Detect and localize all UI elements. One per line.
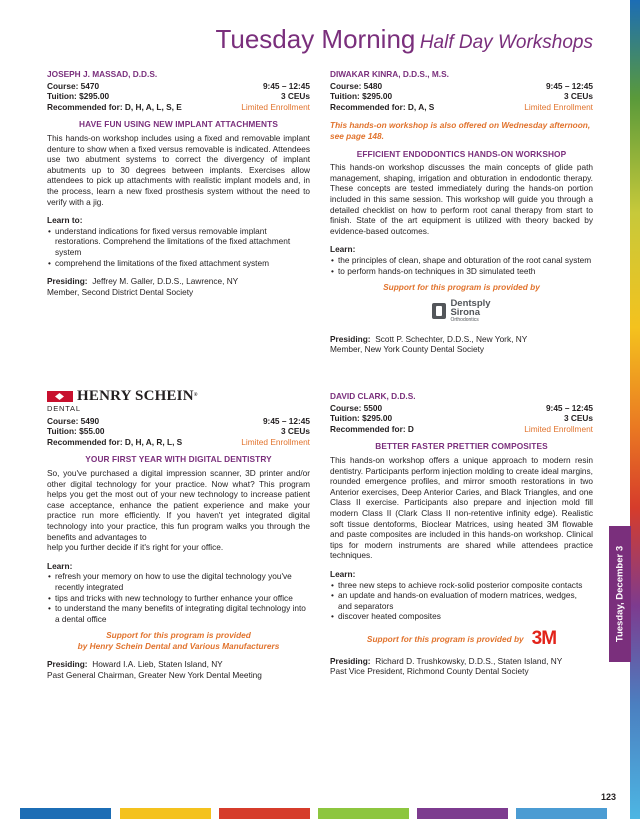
- learn-item: • an update and hands-on evaluation of modern matrices, wedges, and separators: [330, 590, 593, 611]
- learn-item: • the principles of clean, shape and obturation of the root canal system: [330, 255, 593, 266]
- instructor-name: DAVID CLARK, D.D.S.: [330, 391, 416, 401]
- limited-enrollment: Limited Enrollment: [241, 101, 310, 112]
- learn-title: Learn to:: [47, 215, 83, 226]
- page-title-sub: Half Day Workshops: [419, 32, 593, 53]
- course-time: 9:45 – 12:45: [262, 415, 310, 426]
- color-edge-strip: [630, 0, 640, 819]
- henry-schein-logo-text: [77, 388, 198, 405]
- ceus: 3 CEUs: [563, 91, 593, 102]
- support-note: [47, 630, 310, 651]
- day-side-tab-label: Tuesday, December 3: [614, 545, 626, 643]
- learn-title: Learn:: [47, 560, 73, 571]
- support-note: Support for this program is provided by: [383, 282, 540, 293]
- instructor-name: DIWAKAR KINRA, D.D.S., M.S.: [330, 69, 449, 79]
- limited-enrollment: Limited Enrollment: [241, 436, 310, 447]
- support-line-1: Support for this program is provided: [106, 630, 251, 641]
- learn-item: • discover heated composites: [330, 611, 593, 622]
- footer-color-bar: [219, 808, 310, 819]
- tuition: Tuition: $295.00: [330, 91, 393, 102]
- course-number: Course: 5480: [330, 80, 383, 91]
- course-row: [47, 81, 310, 92]
- course-time: 9:45 – 12:45: [262, 80, 310, 91]
- orthodontics-word: Orthodontics: [450, 316, 479, 323]
- course-row: [330, 403, 593, 414]
- workshop-heading: EFFICIENT ENDODONTICS HANDS-ON WORKSHOP: [356, 148, 567, 159]
- learn-list: [47, 571, 310, 624]
- footer-color-bar: [417, 808, 508, 819]
- presiding-name: Jeffrey M. Galler, D.D.S., Lawrence, NY: [92, 276, 239, 287]
- recommended-row: [47, 102, 310, 113]
- presiding-title: Past General Chairman, Greater New York Dental Meeting: [47, 670, 262, 681]
- learn-title: Learn:: [330, 244, 356, 255]
- course-number: Course: 5490: [47, 415, 100, 426]
- course-row: [47, 416, 310, 427]
- limited-enrollment: Limited Enrollment: [524, 423, 593, 434]
- course-time: 9:45 – 12:45: [545, 402, 593, 413]
- support-note: Support for this program is provided by: [366, 633, 524, 644]
- tuition: Tuition: $295.00: [330, 413, 393, 424]
- day-side-tab: [609, 526, 631, 662]
- ceus: 3 CEUs: [563, 413, 593, 424]
- presiding-title: Member, New York County Dental Society: [330, 344, 485, 355]
- footer-color-bar: [20, 808, 111, 819]
- tuition-row: [330, 91, 593, 102]
- learn-list: [330, 580, 593, 622]
- presiding-label: Presiding:: [330, 655, 371, 666]
- page-title: [215, 24, 593, 55]
- workshop-clark: [330, 391, 593, 677]
- dentsply-sirona-logo: [330, 299, 593, 324]
- workshop-henry-schein: [47, 388, 310, 681]
- presiding: [330, 334, 593, 355]
- presiding-name: Howard I.A. Lieb, Staten Island, NY: [92, 659, 223, 670]
- instructor-name: JOSEPH J. MASSAD, D.D.S.: [47, 69, 158, 79]
- recommended-row: [330, 424, 593, 435]
- learn-item: • to understand the many benefits of integrating digital technology into a dental office: [47, 603, 310, 624]
- page-number: 123: [601, 792, 617, 802]
- presiding-title: Past Vice President, Richmond County Dental Society: [330, 666, 529, 677]
- henry-schein-dental: DENTAL: [47, 404, 81, 413]
- also-offered-note: This hands-on workshop is also offered on Wednesday afternoon, see page 148.: [330, 120, 591, 141]
- course-number: Course: 5500: [330, 402, 383, 413]
- workshop-massad: [47, 69, 310, 297]
- workshop-description: This hands-on workshop includes using a fixed and removable implant denture to show when a fixed versus removable is indicated. Attendees use two abutment systems to correct the divergency of implant abutments up to 30 degrees between implants. Exercises allow attendees to pick up attachments with realistic implant models and, in the process, learn a new fixed prosthesis system without the need to verify with a jig.: [47, 132, 310, 207]
- learn-item: • understand indications for fixed versus removable implant restorations. Comprehend the limitations of the fixed attachment system: [47, 226, 310, 258]
- workshop-heading: YOUR FIRST YEAR WITH DIGITAL DENTISTRY: [85, 454, 272, 465]
- recommended-for: Recommended for: D, H, A, R, L, S: [47, 436, 183, 447]
- presiding-name: Scott P. Schechter, D.D.S., New York, NY: [375, 333, 528, 344]
- tuition: Tuition: $55.00: [47, 426, 105, 437]
- workshop-description: So, you've purchased a digital impression scanner, 3D printer and/or other digital technology for your practice. Now what? This program helps you get the most out of your new technology to increase patient case acceptance, enhance the patient experience and make your practice run more efficiently. If you haven't yet integrated digital technology into your practice, this fun program walks you through the benefits and advantages to: [47, 467, 310, 542]
- learn-item: • tips and tricks with new technology to further enhance your office: [47, 593, 310, 604]
- workshop-kinra: [330, 69, 593, 355]
- page-title-main: Tuesday Morning: [215, 24, 416, 54]
- footer-color-bar: [318, 808, 409, 819]
- dentsply-logo-icon: [432, 303, 446, 319]
- recommended-row: [330, 102, 593, 113]
- learn-title: Learn:: [330, 568, 356, 579]
- support-note-3m: [330, 627, 593, 649]
- presiding: [47, 276, 310, 297]
- tuition: Tuition: $295.00: [47, 91, 110, 102]
- tuition-row: [47, 426, 310, 437]
- workshop-heading: BETTER FASTER PRETTIER COMPOSITES: [375, 441, 548, 452]
- registered-mark: ®: [193, 393, 198, 399]
- footer-color-bar: [120, 808, 211, 819]
- henry-schein-name: HENRY SCHEIN: [77, 388, 194, 405]
- tuition-row: [330, 413, 593, 424]
- workshop-description: This hands-on workshop offers a unique approach to modern resin dentistry. Participants perform injection molding to create ideal margins, rounded emergence profiles, and mirror smooth restorations in two Anterior exercises, Deep Anterior Caries, and Black Triangles, and one Class II exercise. Participants also prepare and injection mold fill modern Class II (Clark Class II non-retentive infinity edge). Realistic soft tissue dentoforms, Bioclear Matrices, using heated 3M flowable and paste composites are included in this hands-on workshop. Clinical tips for modern instruments are shared while attendees practice techniques.: [330, 454, 593, 561]
- learn-list: [47, 226, 310, 268]
- sirona-word: Sirona: [450, 306, 480, 318]
- workshop-description: This hands-on workshop discusses the main concepts of glide path management, shaping, irrigation and obturation in endodontic therapy. These concepts are tested immediately during the hands-on portion included in this same session. This workshop will guide you through a detailed checklist on how to perform root canal therapy from start to finish. State of the art equipment is utilized with theory backed by evidence-based outcomes.: [330, 162, 593, 236]
- presiding-name: Richard D. Trushkowsky, D.D.S., Staten Island, NY: [375, 655, 563, 666]
- ceus: 3 CEUs: [280, 426, 310, 437]
- learn-item: • comprehend the limitations of the fixed attachment system: [47, 258, 310, 269]
- learn-item: • to perform hands-on techniques in 3D simulated teeth: [330, 266, 593, 277]
- learn-item: • three new steps to achieve rock-solid posterior composite contacts: [330, 580, 593, 591]
- presiding-label: Presiding:: [330, 333, 371, 344]
- workshop-heading: HAVE FUN USING NEW IMPLANT ATTACHMENTS: [79, 119, 278, 130]
- presiding-title: Member, Second District Dental Society: [47, 286, 194, 297]
- recommended-row: [47, 437, 310, 448]
- limited-enrollment: Limited Enrollment: [524, 101, 593, 112]
- presiding: [330, 656, 593, 677]
- presiding-label: Presiding:: [47, 276, 88, 287]
- footer-color-bar: [516, 808, 607, 819]
- presiding: [47, 659, 310, 680]
- ceus: 3 CEUs: [280, 91, 310, 102]
- tuition-row: [47, 91, 310, 102]
- henry-schein-logo-icon: [47, 391, 73, 402]
- dentsply-logo-text: [450, 299, 490, 324]
- recommended-for: Recommended for: D, A, S: [330, 101, 435, 112]
- 3m-logo: 3M: [531, 627, 557, 649]
- support-line-2: by Henry Schein Dental and Various Manufacturers: [77, 640, 280, 651]
- recommended-for: Recommended for: D: [330, 423, 414, 434]
- henry-schein-logo: [47, 388, 310, 405]
- workshop-description-last: help you further decide if it's right for your office.: [47, 542, 224, 553]
- learn-item: • refresh your memory on how to use the digital technology you've recently integrated: [47, 571, 310, 592]
- course-time: 9:45 – 12:45: [545, 80, 593, 91]
- recommended-for: Recommended for: D, H, A, L, S, E: [47, 101, 182, 112]
- learn-list: [330, 255, 593, 276]
- course-row: [330, 81, 593, 92]
- dentsply-word: Dentsply: [450, 297, 491, 309]
- presiding-label: Presiding:: [47, 659, 88, 670]
- course-number: Course: 5470: [47, 80, 100, 91]
